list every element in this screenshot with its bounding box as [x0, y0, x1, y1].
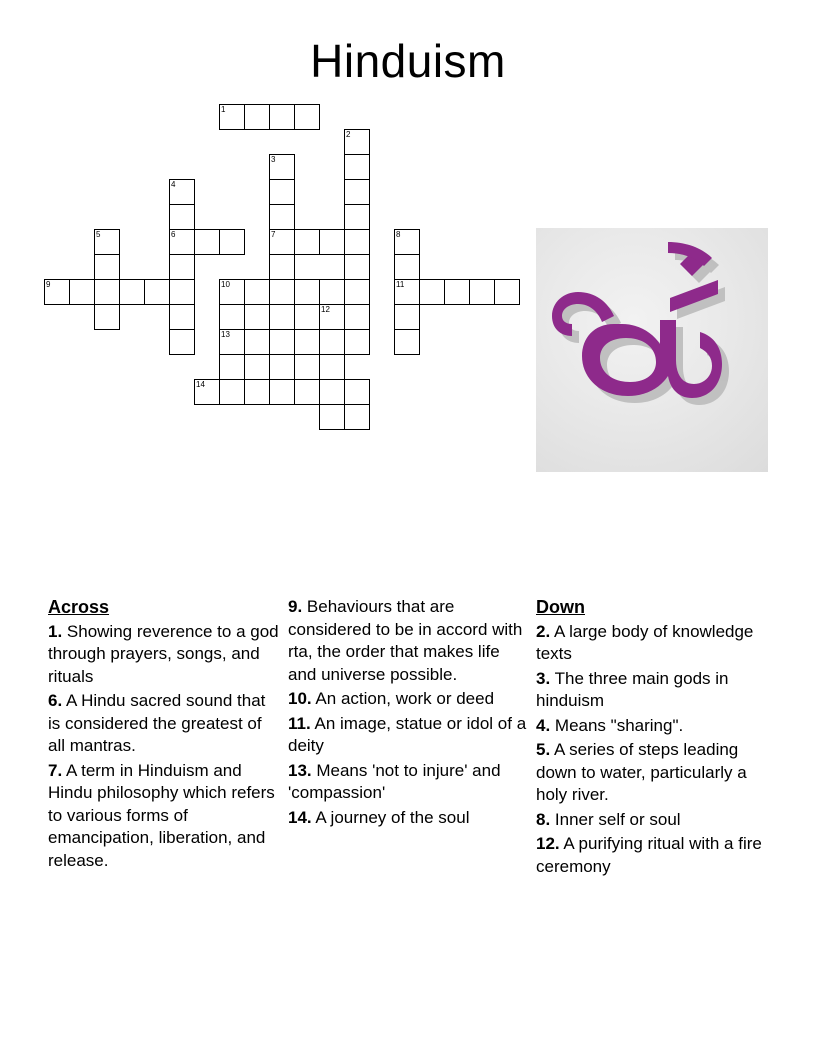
crossword-cell[interactable]	[344, 204, 370, 230]
clue-item	[536, 739, 782, 807]
crossword-cell-number: 5	[96, 230, 101, 239]
crossword-cell[interactable]	[269, 154, 295, 180]
crossword-cell[interactable]	[444, 279, 470, 305]
crossword-cell[interactable]	[169, 254, 195, 280]
crossword-cell[interactable]	[269, 254, 295, 280]
crossword-cell[interactable]	[294, 279, 320, 305]
crossword-cell[interactable]	[219, 104, 245, 130]
clue-text: A large body of knowledge texts	[536, 621, 754, 663]
crossword-cell[interactable]	[494, 279, 520, 305]
crossword-cell-number: 3	[271, 155, 276, 164]
crossword-cell[interactable]	[269, 229, 295, 255]
clue-text: A series of steps leading down to water, particularly a holy river.	[536, 740, 747, 804]
clue-item	[288, 760, 530, 805]
crossword-cell[interactable]	[219, 354, 245, 380]
crossword-cell[interactable]	[94, 279, 120, 305]
om-icon	[536, 228, 768, 472]
clues-column-2	[288, 596, 530, 831]
crossword-cell[interactable]	[269, 179, 295, 205]
crossword-cell[interactable]	[319, 329, 345, 355]
clue-item	[536, 809, 782, 832]
crossword-cell[interactable]	[244, 104, 270, 130]
crossword-cell-number: 10	[221, 280, 230, 289]
clue-text: A journey of the soul	[311, 807, 470, 827]
crossword-cell[interactable]	[269, 279, 295, 305]
crossword-cell[interactable]	[269, 354, 295, 380]
clue-item	[48, 760, 280, 873]
crossword-cell[interactable]	[294, 354, 320, 380]
crossword-cell[interactable]	[194, 379, 220, 405]
clue-text: Showing reverence to a god through prayers, songs, and rituals	[48, 621, 279, 686]
crossword-cell[interactable]	[294, 329, 320, 355]
clues-column-1	[48, 596, 280, 874]
crossword-cell-number: 7	[271, 230, 276, 239]
crossword-cell[interactable]	[319, 279, 345, 305]
clue-text: An image, statue or idol of a deity	[288, 713, 527, 755]
crossword-cell[interactable]	[44, 279, 70, 305]
crossword-cell[interactable]	[419, 279, 445, 305]
clue-item	[536, 833, 782, 878]
crossword-cell[interactable]	[394, 329, 420, 355]
clue-number: 6.	[48, 691, 63, 710]
clues-column-3	[536, 596, 782, 880]
crossword-cell[interactable]	[344, 129, 370, 155]
crossword-cell[interactable]	[194, 229, 220, 255]
across-heading: Across	[48, 597, 110, 617]
crossword-cell[interactable]	[394, 254, 420, 280]
crossword-cell[interactable]	[119, 279, 145, 305]
clue-number: 7.	[48, 760, 63, 780]
clue-number: 14.	[288, 807, 312, 827]
crossword-cell[interactable]	[344, 329, 370, 355]
crossword-cell[interactable]	[94, 304, 120, 330]
crossword-cell[interactable]	[344, 179, 370, 205]
crossword-cell[interactable]	[269, 104, 295, 130]
crossword-cell[interactable]	[344, 154, 370, 180]
crossword-cell[interactable]	[319, 354, 345, 380]
crossword-cell[interactable]	[69, 279, 95, 305]
clue-text: Inner self or soul	[550, 809, 681, 829]
clue-number: 12.	[536, 834, 560, 853]
clue-number: 11.	[288, 713, 311, 733]
clue-text: A term in Hinduism and Hindu philosophy which refers to various forms of emancipation, liberation, and release.	[48, 760, 275, 870]
crossword-cell[interactable]	[169, 229, 195, 255]
clue-item	[288, 807, 530, 830]
crossword-cell[interactable]	[219, 229, 245, 255]
crossword-cell[interactable]	[294, 229, 320, 255]
crossword-cell[interactable]	[394, 304, 420, 330]
crossword-cell[interactable]	[169, 279, 195, 305]
crossword-cell[interactable]	[344, 229, 370, 255]
crossword-cell[interactable]	[344, 304, 370, 330]
clue-text: The three main gods in hinduism	[536, 668, 729, 710]
crossword-cell[interactable]	[269, 204, 295, 230]
crossword-cell[interactable]	[244, 329, 270, 355]
clue-item	[48, 690, 280, 758]
crossword-cell[interactable]	[469, 279, 495, 305]
crossword-cell[interactable]	[269, 379, 295, 405]
crossword-grid	[44, 104, 544, 454]
crossword-cell-number: 12	[321, 305, 330, 314]
crossword-cell[interactable]	[219, 379, 245, 405]
crossword-cell[interactable]	[344, 279, 370, 305]
clue-item	[536, 715, 782, 738]
crossword-cell[interactable]	[94, 254, 120, 280]
crossword-cell[interactable]	[344, 254, 370, 280]
crossword-cell[interactable]	[394, 279, 420, 305]
om-symbol-image	[536, 228, 768, 472]
crossword-cell[interactable]	[319, 229, 345, 255]
crossword-cell[interactable]	[244, 379, 270, 405]
crossword-cell[interactable]	[319, 404, 345, 430]
crossword-cell[interactable]	[269, 304, 295, 330]
crossword-cell[interactable]	[169, 204, 195, 230]
crossword-cell[interactable]	[94, 229, 120, 255]
down-heading: Down	[536, 597, 585, 617]
crossword-cell-number: 11	[396, 280, 405, 289]
crossword-cell[interactable]	[294, 104, 320, 130]
clue-number: 1.	[48, 621, 63, 641]
page-title: Hinduism	[310, 35, 506, 87]
clue-text: Means "sharing".	[550, 715, 684, 735]
crossword-cell-number: 9	[46, 280, 51, 289]
crossword-cell-number: 1	[221, 105, 226, 114]
clue-number: 8.	[536, 809, 551, 829]
crossword-cell[interactable]	[294, 379, 320, 405]
clue-item	[536, 621, 782, 666]
crossword-cell-number: 6	[171, 230, 176, 239]
clue-item	[536, 668, 782, 713]
crossword-cell[interactable]	[319, 304, 345, 330]
crossword-cell[interactable]	[144, 279, 170, 305]
crossword-cell[interactable]	[394, 229, 420, 255]
crossword-cell[interactable]	[219, 279, 245, 305]
crossword-cell-number: 14	[196, 380, 205, 389]
clue-number: 4.	[536, 715, 551, 735]
crossword-cell[interactable]	[219, 329, 245, 355]
clue-text: Means 'not to injure' and 'compassion'	[288, 760, 501, 802]
crossword-cell[interactable]	[344, 404, 370, 430]
clue-number: 13.	[288, 760, 312, 780]
crossword-cell[interactable]	[169, 179, 195, 205]
clue-text: A Hindu sacred sound that is considered the greatest of all mantras.	[48, 691, 266, 755]
crossword-cell[interactable]	[219, 304, 245, 330]
crossword-cell[interactable]	[244, 354, 270, 380]
clue-number: 3.	[536, 668, 551, 688]
crossword-cell[interactable]	[269, 329, 295, 355]
crossword-cell[interactable]	[169, 304, 195, 330]
clue-item	[288, 596, 530, 686]
crossword-cell-number: 8	[396, 230, 401, 239]
crossword-cell-number: 4	[171, 180, 176, 189]
crossword-cell[interactable]	[244, 279, 270, 305]
clue-item	[48, 621, 280, 689]
clue-number: 9.	[288, 597, 303, 616]
crossword-cell-number: 13	[221, 330, 230, 339]
crossword-cell[interactable]	[319, 379, 345, 405]
clue-text: An action, work or deed	[311, 689, 495, 708]
clue-number: 5.	[536, 740, 551, 759]
clue-item	[288, 713, 530, 758]
clue-text: Behaviours that are considered to be in accord with rta, the order that makes life and universe possible.	[288, 597, 523, 684]
crossword-cell[interactable]	[169, 329, 195, 355]
clue-number: 2.	[536, 621, 551, 641]
clue-number: 10.	[288, 689, 312, 708]
clue-text: A purifying ritual with a fire ceremony	[536, 834, 762, 876]
clue-item	[288, 688, 530, 711]
crossword-cell[interactable]	[344, 379, 370, 405]
crossword-cell-number: 2	[346, 130, 351, 139]
